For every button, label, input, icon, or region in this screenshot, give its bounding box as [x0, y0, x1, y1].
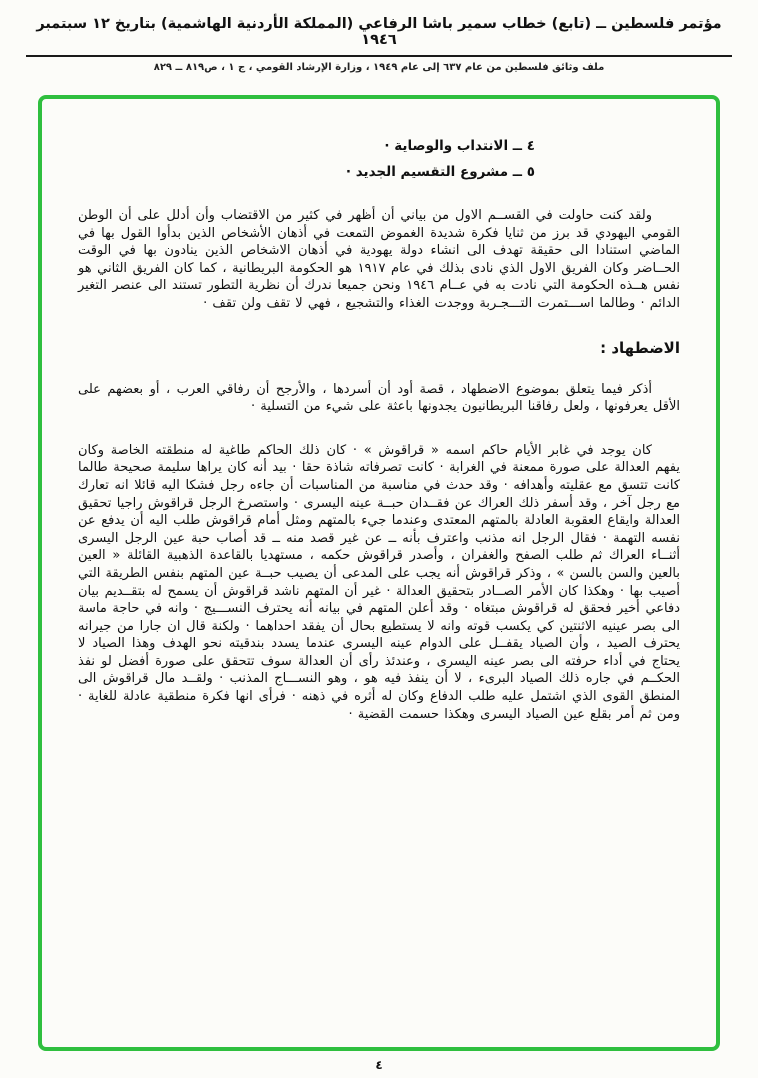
paragraph-story-intro: أذكر فيما يتعلق بموضوع الاضطهاد ، قصة أود أن أسردها ، والأرجح أن رفاقي العرب ، أو بعضهم على الأقل يعرفونها ، ولعل رفاقنا البريطانيون يجدونها باعثة على شيء من التسلية ·	[78, 381, 680, 415]
numbered-list	[78, 133, 535, 185]
list-item-partition: ٥ ــ مشروع التقسيم الجديد ·	[345, 164, 535, 180]
header-rule	[26, 55, 732, 57]
list-item-mandate: ٤ ــ الانتداب والوصاية ·	[384, 138, 535, 154]
header-source: ملف وثائق فلسطين من عام ٦٣٧ إلى عام ١٩٤٩ ، وزارة الإرشاد القومي ، ج ١ ، ص٨١٩ ــ ٨٢٩	[153, 62, 605, 73]
page-header	[0, 0, 758, 73]
header-title: مؤتمر فلسطين ــ (تابع) خطاب سمير باشا الرفاعي (المملكة الأردنية الهاشمية) بتاريخ ١٢ سبتمبر ١٩٤٦	[36, 16, 722, 48]
page-number: ٤	[375, 1058, 383, 1072]
section-heading-persecution: الاضطهاد :	[600, 338, 680, 357]
paragraph-intro: ولقد كنت حاولت في القســم الاول من بياني أن أظهر في كثير من الاقتضاب وأن أدلل على أن الوطن القومي اليهودي قد برز من ثنايا فكرة شديدة الغموض التمعت في أذهان الأشخاص الذين بدأوا القول بها في الماضي استنادا الى حقيقة تهدف الى انشاء دولة يهودية في أذهان الاشخاص الذين ينادون بها في الوقت الحــاضر وكان الفريق الاول الذي نادى بذلك في عام ١٩١٧ هو الحكومة البريطانية ، كما كان الفريق الثاني هو نفس هــذه الحكومة التي نادت به في عــام ١٩٤٦ ونحن جميعا ندرك أن نظرية التطور تستند الى عنصر التغير الدائم · وطالما اســـتمرت التـــجـربة ووجدت الغذاء والتشجيع ، فهي لا تقف ولن تقف ·	[78, 208, 680, 311]
annotation-green-box	[38, 95, 720, 1051]
paragraph-story: كان يوجد في غابر الأيام حاكم اسمه « قراقوش » · كان ذلك الحاكم طاغية له منطقته الخاصة وكان يفهم العدالة على صورة ممعنة في الغرابة · كانت تصرفاته شاذة حقا · بيد أنه كان يراها سليمة صحيحة طالما كانت تتسق مع عقليته وأهدافه · وقد حدث في مناسبة من المناسبات أن جاءه رجل فشكا اليه قائلا انه تعارك مع رجل آخر ، وقد أسفر ذلك العراك عن فقــدان حبــة عينه اليسرى · واستصرخ الرجل قراقوش راجيا تحقيق العدالة وايقاع العقوبة العادلة بالمتهم المعتدى وعندما جيء بالمتهم ومثل أمام قراقوش طلب اليه أن يدفع عن نفسه التهمة · فقال الرجل انه مذنب واعترف بأنه ــ عن غير قصد منه ــ قد أصاب حبة عين الرجل اليسرى أثنــاء العراك ثم طلب الصفح والغفران ، وأصدر قراقوش حكمه ، مستهديا بالقاعدة الذهبية القائلة « العين بالعين والسن بالسن » ، وذكر قراقوش أنه يجب على المدعى أن يصيب حبــة عين المتهم بنفس الطريقة التي أصيب بها · وهكذا كان الأمر الصــادر بتحقيق العدالة · غير أن المتهم ناشد قراقوش أن يسمح له بتقــديم بيان دفاعي أخير فحقق له قراقوش مبتغاه · وقد أعلن المتهم في بيانه أنه يحترف النســـيج · وانه في حاجة ماسة الى بصر عينيه الاثنتين كي يكسب قوته وانه لا يستطيع بحال أن يفقد احداهما · ولكنة قال ان جارا من جيرانه يحترف الصيد ، وأن الصياد يقفــل على الدوام عينه اليسرى عندما يسدد بندقيته نحو الهدف وهذا الصياد لا يحتاج في أداء حرفته الى بصر عينه اليسرى ، وعندئذ رأى أن العدالة سوف تتحقق على صورة أفضل لو نفذ الحكــم في جاره ذلك الصياد البرىء ، لا أن ينفذ فيه هو ، وهو النســـاج المذنب · ولقــد مال قراقوش الى المنطق القوى الذي اشتمل عليه طلب الدفاع وكان له أثره في ذهنه · فرأى انها فكرة منطقية عادلة للغاية · ومن ثم أمر بقلع عين الصياد اليسرى وهكذا حسمت القضية ·	[78, 442, 680, 722]
